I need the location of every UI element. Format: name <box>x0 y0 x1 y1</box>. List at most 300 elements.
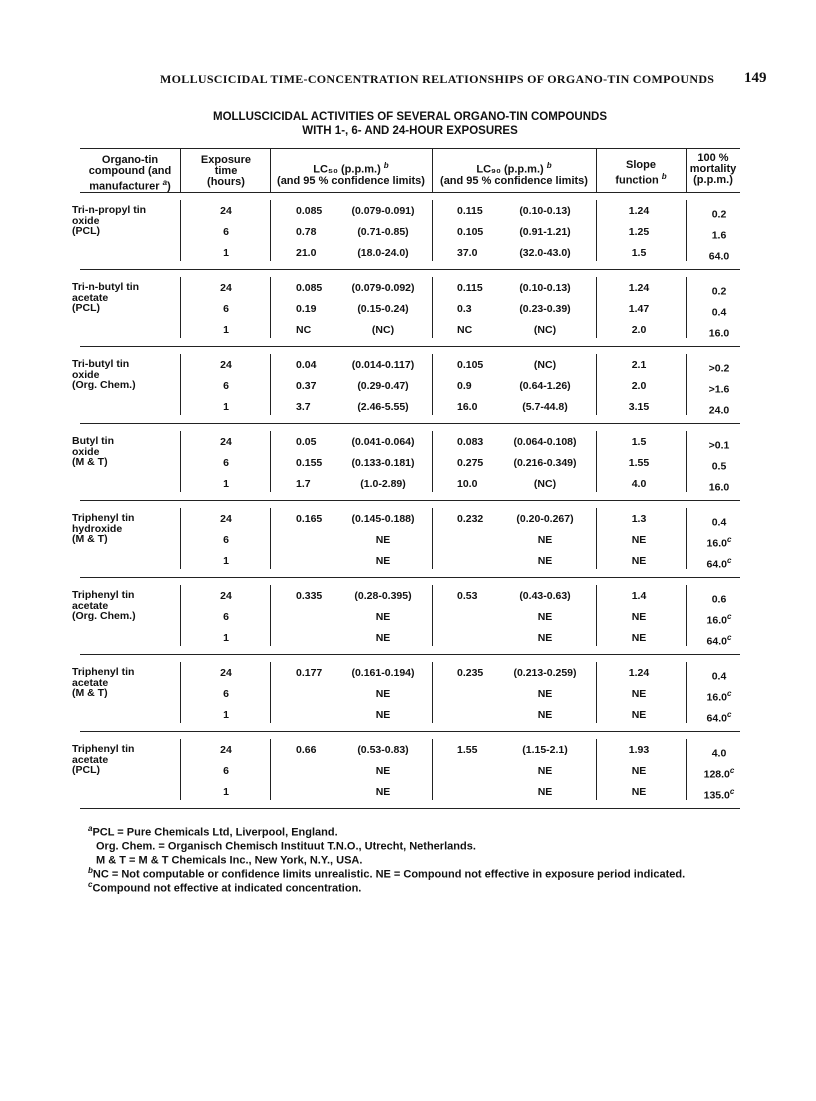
compound-name-line: oxide <box>72 368 100 381</box>
slope-function: NE <box>631 786 647 798</box>
column-divider <box>270 662 271 723</box>
header-lc50-sup: b <box>383 161 389 170</box>
lc90-confidence: NE <box>537 709 553 721</box>
compound-name-line: (M & T) <box>72 533 108 545</box>
exposure-time: 6 <box>223 688 229 700</box>
lc90-value: 0.3 <box>457 303 472 315</box>
lc50-confidence: (0.28-0.395) <box>354 590 412 602</box>
column-divider <box>270 148 271 192</box>
column-divider <box>270 354 271 415</box>
lc50-value: 0.19 <box>296 303 317 315</box>
column-divider <box>686 431 687 492</box>
column-divider <box>432 200 433 261</box>
compound-name-line: Triphenyl tin <box>72 512 135 524</box>
header-compound-line: compound (and <box>88 165 172 177</box>
mortality-value <box>692 247 746 263</box>
lc50-value: 0.66 <box>296 744 317 756</box>
compound-name-line: Triphenyl tin <box>72 589 135 601</box>
lc90-value: 0.105 <box>457 226 484 238</box>
mortality-number: 24.0 <box>708 404 730 417</box>
header-mortality <box>686 153 740 186</box>
exposure-time: 24 <box>220 744 232 756</box>
footnote-marker: b <box>88 866 93 875</box>
column-divider <box>596 354 597 415</box>
lc90-value: 0.232 <box>457 513 484 525</box>
lc90-value: 0.083 <box>457 436 484 448</box>
mortality-number: >0.2 <box>708 362 730 375</box>
mortality-value <box>692 765 746 781</box>
lc50-value: 21.0 <box>296 247 317 259</box>
mortality-value <box>692 457 746 473</box>
mortality-value <box>692 611 746 627</box>
mortality-value <box>692 709 746 725</box>
lc90-confidence: NE <box>537 786 553 798</box>
group-rule <box>80 577 740 578</box>
lc90-value: 0.53 <box>457 590 478 602</box>
compound-name-line: acetate <box>72 753 109 766</box>
lc50-value: 0.37 <box>296 380 317 392</box>
lc90-confidence: (0.10-0.13) <box>519 205 571 217</box>
column-divider <box>270 585 271 646</box>
header-lc90 <box>432 160 596 187</box>
exposure-time: 1 <box>223 555 229 567</box>
lc90-confidence: (1.15-2.1) <box>522 744 568 756</box>
slope-function: 4.0 <box>631 478 647 490</box>
footnote-text: NC = Not computable or confidence limits unrealistic. NE = Compound not effective in exposure period indicated. <box>92 868 686 881</box>
column-divider <box>180 431 181 492</box>
slope-function: 1.47 <box>628 303 650 315</box>
mortality-number: 0.2 <box>711 285 727 298</box>
footnote-text: Compound not effective at indicated concentration. <box>92 882 362 895</box>
group-rule <box>80 731 740 732</box>
running-head: MOLLUSCICIDAL TIME-CONCENTRATION RELATIONSHIPS OF ORGANO-TIN COMPOUNDS <box>160 72 715 86</box>
lc50-confidence: (0.53-0.83) <box>357 744 409 756</box>
lc90-confidence: (NC) <box>533 359 557 371</box>
exposure-time: 1 <box>223 247 229 259</box>
slope-function: NE <box>631 534 647 546</box>
slope-function: NE <box>631 611 647 623</box>
mortality-sup: c <box>726 710 732 719</box>
compound-name-line: Tri-n-butyl tin <box>72 281 140 293</box>
lc90-value: 37.0 <box>457 247 478 259</box>
column-divider <box>686 739 687 800</box>
mortality-sup: c <box>726 633 732 642</box>
header-exposure-line: (hours) <box>207 176 245 188</box>
column-divider <box>270 277 271 338</box>
mortality-value <box>692 226 746 242</box>
lc90-confidence: (0.20-0.267) <box>516 513 574 525</box>
footnote-text: M & T = M & T Chemicals Inc., New York, N.Y., USA. <box>96 854 363 867</box>
lc50-confidence: (18.0-24.0) <box>357 247 409 259</box>
column-divider <box>432 431 433 492</box>
lc90-confidence: (0.064-0.108) <box>513 436 577 448</box>
group-rule <box>80 423 740 424</box>
compound-name <box>72 744 180 776</box>
column-divider <box>596 200 597 261</box>
lc90-confidence: (0.10-0.13) <box>519 282 571 294</box>
lc90-confidence: NE <box>537 555 553 567</box>
exposure-time: 6 <box>223 303 229 315</box>
exposure-time: 1 <box>223 324 229 336</box>
lc50-confidence: NE <box>375 534 391 546</box>
lc50-confidence: NE <box>375 786 391 798</box>
compound-name <box>72 282 180 314</box>
lc50-confidence: (0.145-0.188) <box>351 513 415 525</box>
exposure-time: 6 <box>223 380 229 392</box>
lc50-value: 0.165 <box>296 513 323 525</box>
exposure-time: 24 <box>220 205 232 217</box>
column-divider <box>686 148 687 192</box>
lc90-confidence: (32.0-43.0) <box>519 247 571 259</box>
slope-function: 1.55 <box>628 457 650 469</box>
mortality-value <box>692 478 746 494</box>
lc90-confidence: NE <box>537 632 553 644</box>
mortality-number: 0.4 <box>711 670 727 683</box>
mortality-number: 16.0 <box>708 481 730 494</box>
header-mortality-line: (p.p.m.) <box>693 174 733 186</box>
lc90-confidence: (0.216-0.349) <box>513 457 577 469</box>
mortality-value <box>692 534 746 550</box>
lc90-confidence: (5.7-44.8) <box>522 401 568 413</box>
lc50-confidence: NE <box>375 688 391 700</box>
compound-name-line: (PCL) <box>72 302 100 314</box>
group-rule <box>80 654 740 655</box>
lc90-confidence: (NC) <box>533 324 557 336</box>
lc90-value: 1.55 <box>457 744 478 756</box>
mortality-sup: c <box>726 689 732 698</box>
mortality-value <box>692 632 746 648</box>
mortality-sup: c <box>729 787 735 796</box>
lc50-value: 0.78 <box>296 226 317 238</box>
compound-name <box>72 205 180 237</box>
header-compound-line: manufacturer <box>89 180 160 193</box>
exposure-time: 6 <box>223 534 229 546</box>
lc50-confidence: NE <box>375 632 391 644</box>
mortality-number: 135.0 <box>703 789 730 802</box>
lc90-value: 16.0 <box>457 401 478 413</box>
lc50-confidence: NE <box>375 709 391 721</box>
footnote-text: Org. Chem. = Organisch Chemisch Instituut T.N.O., Utrecht, Netherlands. <box>96 840 476 853</box>
lc50-value: 0.085 <box>296 205 323 217</box>
exposure-time: 24 <box>220 436 232 448</box>
slope-function: 1.24 <box>628 205 650 217</box>
mortality-value <box>692 786 746 802</box>
lc50-confidence: (0.15-0.24) <box>357 303 409 315</box>
lc50-value: 3.7 <box>296 401 311 413</box>
exposure-time: 24 <box>220 667 232 679</box>
column-divider <box>432 148 433 192</box>
slope-function: 2.0 <box>631 380 647 392</box>
lc50-confidence: (0.29-0.47) <box>357 380 409 392</box>
compound-name <box>72 359 180 391</box>
slope-function: 1.25 <box>628 226 650 238</box>
header-exposure <box>182 155 270 188</box>
mortality-value <box>692 513 746 529</box>
compound-name-line: (PCL) <box>72 225 100 237</box>
mortality-value <box>692 744 746 760</box>
header-lc90-label: LC₉₀ (p.p.m.) <box>476 163 544 176</box>
lc90-confidence: (0.213-0.259) <box>513 667 577 679</box>
column-divider <box>686 200 687 261</box>
lc90-value: NC <box>457 324 473 336</box>
compound-name-line: acetate <box>72 291 109 304</box>
group-rule <box>80 808 740 809</box>
lc90-confidence: (0.23-0.39) <box>519 303 571 315</box>
slope-function: 1.24 <box>628 667 650 679</box>
header-slope-sup: b <box>661 172 667 181</box>
lc90-confidence: NE <box>537 688 553 700</box>
lc90-value: 0.9 <box>457 380 472 392</box>
table-title-line-2: WITH 1-, 6- AND 24-HOUR EXPOSURES <box>302 125 518 137</box>
column-divider <box>270 739 271 800</box>
mortality-value <box>692 380 746 396</box>
lc50-value: NC <box>296 324 312 336</box>
compound-name-line: acetate <box>72 676 109 689</box>
header-compound-line: Organo-tin <box>101 154 159 166</box>
exposure-time: 1 <box>223 401 229 413</box>
column-divider <box>686 662 687 723</box>
lc50-confidence: (0.161-0.194) <box>351 667 415 679</box>
compound-name-line: acetate <box>72 599 109 612</box>
compound-name-line: (Org. Chem.) <box>72 379 136 391</box>
table-top-rule <box>80 148 740 149</box>
mortality-number: 4.0 <box>711 747 727 760</box>
column-divider <box>180 508 181 569</box>
mortality-value <box>692 303 746 319</box>
mortality-number: >1.6 <box>708 383 730 396</box>
compound-name <box>72 667 180 699</box>
lc90-value: 0.115 <box>457 205 483 217</box>
header-exposure-line: time <box>214 165 238 177</box>
column-divider <box>270 200 271 261</box>
mortality-sup: c <box>729 766 735 775</box>
slope-function: NE <box>631 709 647 721</box>
column-divider <box>596 662 597 723</box>
lc90-confidence: (0.64-1.26) <box>519 380 571 392</box>
lc50-value: 0.155 <box>296 457 323 469</box>
column-divider <box>180 585 181 646</box>
compound-name-line: (M & T) <box>72 687 108 699</box>
lc50-confidence: (NC) <box>371 324 395 336</box>
column-divider <box>432 277 433 338</box>
group-rule <box>80 346 740 347</box>
column-divider <box>180 739 181 800</box>
group-rule <box>80 269 740 270</box>
mortality-value <box>692 282 746 298</box>
mortality-value <box>692 436 746 452</box>
exposure-time: 24 <box>220 282 232 294</box>
column-divider <box>596 431 597 492</box>
mortality-value <box>692 324 746 340</box>
mortality-number: 0.5 <box>711 460 727 473</box>
header-slope <box>596 160 686 187</box>
column-divider <box>596 739 597 800</box>
compound-name-line: (M & T) <box>72 456 108 468</box>
slope-function: 2.0 <box>631 324 647 336</box>
lc90-confidence: (0.91-1.21) <box>519 226 571 238</box>
lc50-confidence: (0.079-0.091) <box>351 205 415 217</box>
footnote-text: PCL = Pure Chemicals Ltd, Liverpool, England. <box>92 826 338 839</box>
compound-name-line: Butyl tin <box>72 435 114 447</box>
lc90-confidence: (0.43-0.63) <box>519 590 571 602</box>
lc50-confidence: (0.133-0.181) <box>351 457 415 469</box>
column-divider <box>180 662 181 723</box>
mortality-number: 128.0 <box>703 768 730 781</box>
header-lc50-label: LC₅₀ (p.p.m.) <box>313 163 381 176</box>
lc50-confidence: (0.014-0.117) <box>351 359 415 371</box>
mortality-value <box>692 359 746 375</box>
lc50-confidence: NE <box>375 765 391 777</box>
lc50-value: 0.335 <box>296 590 323 602</box>
header-exposure-line: Exposure <box>200 154 252 166</box>
exposure-time: 1 <box>223 786 229 798</box>
mortality-number: 0.4 <box>711 306 727 319</box>
exposure-time: 24 <box>220 590 232 602</box>
mortality-value <box>692 667 746 683</box>
exposure-time: 1 <box>223 632 229 644</box>
compound-name-line: hydroxide <box>72 522 123 535</box>
compound-name-line: (PCL) <box>72 764 100 776</box>
mortality-sup: c <box>726 535 732 544</box>
lc90-value: 0.105 <box>457 359 484 371</box>
mortality-number: 0.6 <box>711 593 727 606</box>
slope-function: NE <box>631 688 647 700</box>
column-divider <box>432 508 433 569</box>
mortality-number: 64.0 <box>708 250 730 263</box>
lc50-confidence: (0.079-0.092) <box>351 282 415 294</box>
mortality-number: 16.0 <box>706 614 727 627</box>
mortality-number: 16.0 <box>706 537 727 550</box>
column-divider <box>596 148 597 192</box>
mortality-number: 0.4 <box>711 516 727 529</box>
column-divider <box>596 508 597 569</box>
table-title <box>150 110 670 138</box>
column-divider <box>180 200 181 261</box>
compound-name-line: oxide <box>72 445 100 458</box>
lc50-confidence: NE <box>375 611 391 623</box>
header-compound-sup: a <box>162 178 168 187</box>
lc50-value: 0.05 <box>296 436 317 448</box>
mortality-number: 1.6 <box>711 229 727 242</box>
header-mortality-line: mortality <box>689 163 737 175</box>
lc50-confidence: (0.041-0.064) <box>351 436 415 448</box>
exposure-time: 6 <box>223 226 229 238</box>
lc90-value: 0.235 <box>457 667 484 679</box>
mortality-sup: c <box>726 556 732 565</box>
slope-function: NE <box>631 765 647 777</box>
mortality-value <box>692 401 746 417</box>
footnote-marker: c <box>88 880 93 889</box>
column-divider <box>270 431 271 492</box>
lc50-value: 0.177 <box>296 667 323 679</box>
column-divider <box>686 585 687 646</box>
exposure-time: 24 <box>220 359 232 371</box>
exposure-time: 6 <box>223 611 229 623</box>
lc90-value: 0.115 <box>457 282 483 294</box>
mortality-number: 64.0 <box>706 558 727 571</box>
header-lc90-sup: b <box>546 161 552 170</box>
lc50-confidence: (0.71-0.85) <box>357 226 409 238</box>
mortality-number: 16.0 <box>708 327 730 340</box>
compound-name-line: Triphenyl tin <box>72 666 135 678</box>
lc90-confidence: NE <box>537 765 553 777</box>
mortality-number: 0.2 <box>711 208 727 221</box>
mortality-number: >0.1 <box>708 439 730 452</box>
column-divider <box>270 508 271 569</box>
footnote <box>88 878 361 896</box>
header-slope-line: Slope <box>626 159 656 171</box>
lc90-confidence: NE <box>537 611 553 623</box>
compound-name-line: oxide <box>72 214 100 227</box>
exposure-time: 6 <box>223 457 229 469</box>
mortality-number: 64.0 <box>706 712 727 725</box>
slope-function: 1.3 <box>631 513 647 525</box>
compound-name-line: Triphenyl tin <box>72 743 135 755</box>
compound-name <box>72 513 180 545</box>
column-divider <box>686 508 687 569</box>
exposure-time: 24 <box>220 513 232 525</box>
mortality-sup: c <box>726 612 732 621</box>
compound-name <box>72 590 180 622</box>
column-divider <box>180 354 181 415</box>
mortality-value <box>692 555 746 571</box>
column-divider <box>432 662 433 723</box>
header-lc90-sub: (and 95 % confidence limits) <box>440 174 588 187</box>
header-slope-line: function <box>615 174 659 187</box>
column-divider <box>596 585 597 646</box>
slope-function: 1.4 <box>631 590 647 602</box>
lc90-value: 0.275 <box>457 457 484 469</box>
compound-name-line: Tri-butyl tin <box>72 358 130 370</box>
slope-function: 1.5 <box>631 436 647 448</box>
exposure-time: 6 <box>223 765 229 777</box>
lc50-confidence: NE <box>375 555 391 567</box>
slope-function: NE <box>631 555 647 567</box>
compound-name-line: (Org. Chem.) <box>72 610 136 622</box>
group-rule <box>80 500 740 501</box>
header-compound: Organo-tin compound (and manufacturer $^a$) <box>80 155 180 193</box>
compound-name-line: Tri-n-propyl tin <box>72 204 147 216</box>
mortality-value <box>692 688 746 704</box>
slope-function: 1.24 <box>628 282 650 294</box>
column-divider <box>686 277 687 338</box>
mortality-number: 64.0 <box>706 635 727 648</box>
footnote-marker: a <box>88 824 93 833</box>
slope-function: 3.15 <box>628 401 650 413</box>
column-divider <box>596 277 597 338</box>
compound-name <box>72 436 180 468</box>
lc50-confidence: (2.46-5.55) <box>357 401 409 413</box>
mortality-number: 16.0 <box>706 691 727 704</box>
column-divider <box>432 739 433 800</box>
header-lc50-sub: (and 95 % confidence limits) <box>277 174 425 187</box>
slope-function: 1.5 <box>631 247 647 259</box>
page-number: 149 <box>744 70 767 86</box>
lc90-confidence: NE <box>537 534 553 546</box>
header-mortality-line: 100 % <box>697 152 729 164</box>
lc50-value: 1.7 <box>296 478 311 490</box>
mortality-value <box>692 205 746 221</box>
slope-function: 2.1 <box>631 359 647 371</box>
table-title-line-1: MOLLUSCICIDAL ACTIVITIES OF SEVERAL ORGANO-TIN COMPOUNDS <box>213 111 607 123</box>
slope-function: 1.93 <box>628 744 650 756</box>
exposure-time: 1 <box>223 709 229 721</box>
lc50-confidence: (1.0-2.89) <box>360 478 406 490</box>
column-divider <box>432 585 433 646</box>
column-divider <box>686 354 687 415</box>
header-lc50 <box>270 160 432 187</box>
lc90-confidence: (NC) <box>533 478 557 490</box>
